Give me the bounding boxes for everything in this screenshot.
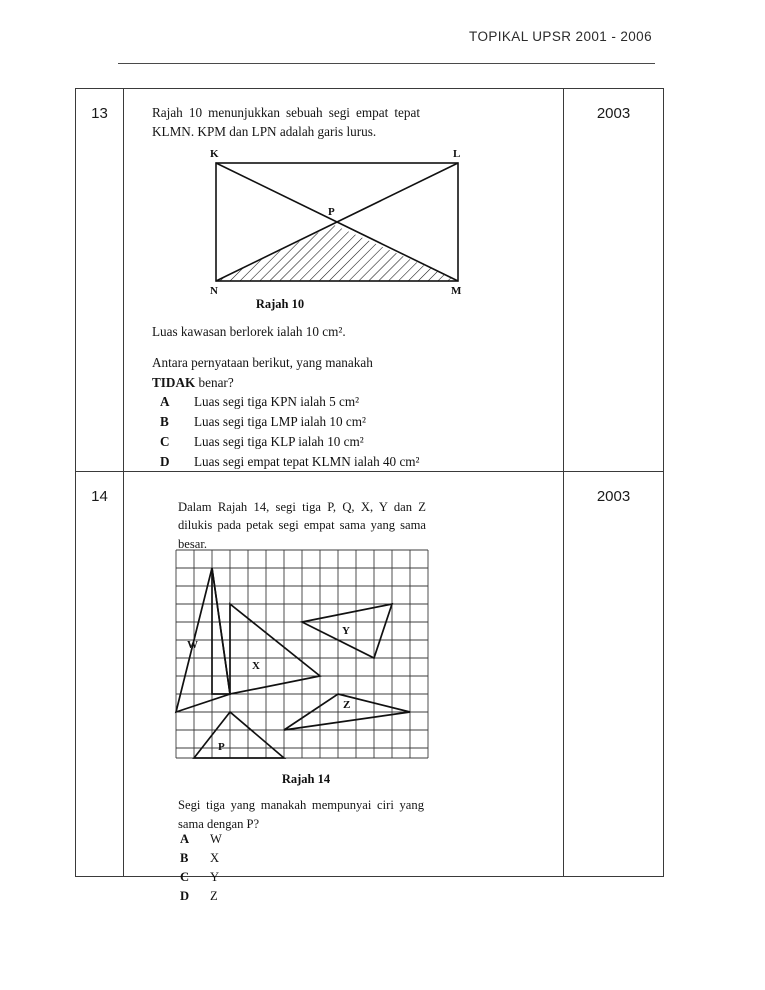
triangle-label-p: P bbox=[218, 741, 225, 753]
question-prompt: Segi tiga yang manakah mempunyai ciri yang sama dengan P? bbox=[178, 798, 424, 831]
option-a[interactable] bbox=[160, 392, 420, 412]
option-key: D bbox=[180, 889, 190, 904]
option-b[interactable] bbox=[180, 849, 222, 868]
triangle-label-z: Z bbox=[343, 699, 351, 711]
question-number: 14 bbox=[76, 472, 124, 877]
question-body bbox=[124, 472, 564, 904]
option-d[interactable] bbox=[180, 887, 222, 906]
option-key: A bbox=[160, 394, 170, 409]
page-header bbox=[0, 0, 765, 70]
question-year: 2003 bbox=[564, 89, 664, 472]
table-row bbox=[76, 89, 664, 472]
question-body bbox=[124, 89, 564, 472]
option-text: Y bbox=[210, 870, 220, 885]
option-text: Z bbox=[210, 889, 218, 904]
rectangle-klmn-diagram bbox=[132, 141, 462, 301]
options-list bbox=[180, 830, 222, 907]
option-key: C bbox=[160, 434, 170, 450]
question-number: 13 bbox=[76, 89, 124, 472]
option-key: C bbox=[180, 870, 190, 885]
option-key: D bbox=[160, 454, 170, 470]
vertex-label-l: L bbox=[453, 148, 461, 160]
question-stem: Dalam Rajah 14, segi tiga P, Q, X, Y dan Z dilukis pada petak segi empat sama yang sama besar. bbox=[178, 500, 426, 551]
table-row bbox=[76, 472, 664, 877]
header-title: TOPIKAL UPSR 2001 - 2006 bbox=[469, 29, 652, 44]
option-key: B bbox=[180, 851, 189, 866]
question-note: Luas kawasan berlorek ialah 10 cm². bbox=[152, 324, 346, 339]
option-text: W bbox=[210, 832, 222, 846]
option-a[interactable] bbox=[180, 830, 222, 849]
vertex-label-k: K bbox=[210, 148, 219, 160]
vertex-label-m: M bbox=[451, 285, 462, 297]
triangle-label-x: X bbox=[252, 660, 260, 672]
option-b[interactable] bbox=[160, 412, 420, 432]
prompt-line-2: benar? bbox=[195, 374, 234, 390]
header-divider bbox=[118, 63, 655, 64]
question-year: 2003 bbox=[564, 472, 664, 877]
grid-triangles-diagram bbox=[154, 544, 424, 766]
figure-caption: Rajah 10 bbox=[255, 297, 305, 311]
triangle-x bbox=[230, 604, 320, 694]
option-text: Luas segi tiga KLP ialah 10 cm² bbox=[194, 434, 364, 450]
option-c[interactable] bbox=[160, 432, 420, 452]
option-text: Luas segi tiga LMP ialah 10 cm² bbox=[194, 414, 366, 430]
shaded-triangle-npm bbox=[216, 225, 458, 281]
vertex-label-n: N bbox=[210, 285, 218, 297]
option-text: Luas segi empat tepat KLMN ialah 40 cm² bbox=[194, 454, 420, 470]
options-list bbox=[160, 392, 420, 472]
question-table bbox=[75, 88, 664, 904]
question-stem: Rajah 10 menunjukkan sebuah segi empat tepat KLMN. KPM dan LPN adalah garis lurus. bbox=[152, 105, 420, 140]
option-key: B bbox=[160, 414, 169, 430]
triangle-label-y: Y bbox=[342, 625, 350, 637]
question-prompt bbox=[152, 353, 420, 393]
prompt-emphasis: TIDAK bbox=[152, 374, 196, 390]
triangle-label-w: W bbox=[187, 639, 198, 651]
option-key: A bbox=[180, 832, 190, 846]
option-text: Luas segi tiga KPN ialah 5 cm² bbox=[194, 394, 360, 409]
option-text: X bbox=[210, 851, 220, 866]
option-d[interactable] bbox=[160, 452, 420, 472]
option-c[interactable] bbox=[180, 868, 222, 887]
prompt-line-1: Antara pernyataan berikut, yang manakah bbox=[152, 355, 373, 370]
triangle-w-inner bbox=[212, 568, 230, 694]
vertex-label-p: P bbox=[328, 206, 335, 218]
triangle-p bbox=[194, 712, 284, 758]
figure-caption: Rajah 14 bbox=[281, 772, 331, 786]
